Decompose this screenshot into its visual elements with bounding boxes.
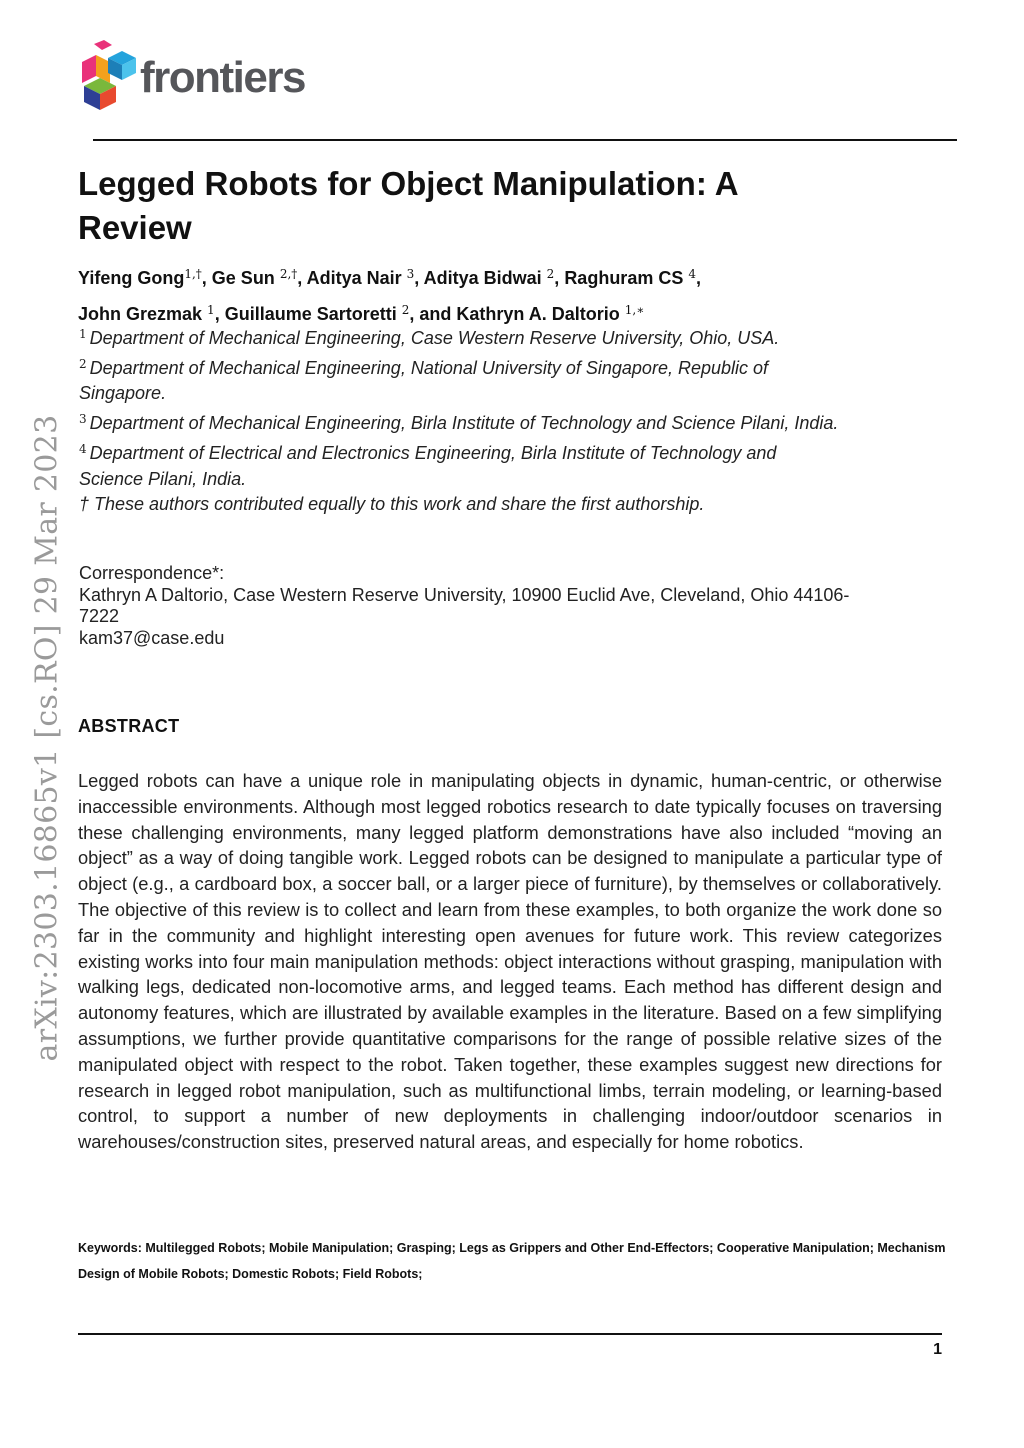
affiliation-item	[79, 437, 839, 492]
abstract-heading: ABSTRACT	[78, 716, 180, 736]
affiliation-text: Department of Mechanical Engineering, Birla Institute of Technology and Science Pilani, India.	[89, 413, 839, 434]
publisher-wordmark: frontiers	[140, 53, 305, 102]
author-sep: ,	[297, 268, 307, 288]
affiliation-number: 4	[79, 441, 87, 456]
page-number: 1	[933, 1341, 942, 1358]
author-sep: ,	[201, 268, 212, 288]
author-name: John Grezmak	[78, 304, 208, 324]
affiliation-text: Department of Mechanical Engineering, National University of Singapore, Republic of Singapore.	[79, 357, 769, 404]
author-sep: ,	[409, 304, 420, 324]
header-rule	[93, 139, 957, 141]
affiliation-number: 3	[79, 412, 87, 427]
affiliation-number: 1	[79, 327, 87, 341]
author-sep: ,	[554, 268, 565, 288]
affiliation-item	[79, 407, 839, 437]
correspondence-block	[79, 563, 879, 649]
correspondence-email: kam37@case.edu	[79, 627, 225, 648]
author-sep: ,	[414, 268, 424, 288]
author-affil-sup: 1	[207, 303, 215, 317]
affiliation-text: Department of Mechanical Engineering, Case Western Reserve University, Ohio, USA.	[89, 328, 780, 348]
arxiv-identifier: arXiv:2303.16865v1 [cs.RO] 29 Mar 2023	[29, 414, 65, 1062]
affiliation-text: Department of Electrical and Electronics Engineering, Birla Institute of Technology and Science Pilani, India.	[79, 442, 777, 489]
author-line-1	[78, 258, 958, 294]
author-affil-sup: 2,†	[279, 267, 298, 281]
author-name: Ge Sun	[211, 268, 280, 288]
author-name: Aditya Bidwai	[423, 268, 547, 288]
author-sep: ,	[214, 304, 225, 324]
author-name: Raghuram CS	[564, 268, 689, 288]
affiliation-item	[79, 322, 839, 352]
author-name: and Kathryn A. Daltorio	[419, 304, 625, 324]
affiliation-item	[79, 352, 839, 407]
author-name: Yifeng Gong	[78, 268, 185, 288]
correspondence-address: Kathryn A Daltorio, Case Western Reserve University, 10900 Euclid Ave, Cleveland, Ohio 44106-7222	[79, 584, 850, 626]
correspondence-label: Correspondence*:	[79, 563, 225, 583]
equal-contribution-note: † These authors contributed equally to this work and share the first authorship.	[79, 494, 705, 515]
author-affil-sup: 4	[688, 267, 696, 281]
footer-rule	[78, 1333, 942, 1335]
keywords: Keywords: Multilegged Robots; Mobile Manipulation; Grasping; Legs as Grippers and Other End-Effectors; Cooperative Manipulation; Mechanism Design of Mobile Robots; Domestic Robots; Field Robots;	[78, 1241, 946, 1281]
author-affil-sup: 3	[406, 267, 415, 281]
abstract-body: Legged robots can have a unique role in manipulating objects in dynamic, human-centric, or otherwise inaccessible environments. Although most legged robotics research to date typically focuses on traversing these challenging environments, many legged platform demonstrations have also included “moving an object” as a way of doing tangible work. Legged robots can be designed to manipulate a particular type of object (e.g., a cardboard box, a soccer ball, or a larger piece of furniture), by themselves or collaboratively. The objective of this review is to collect and learn from these examples, to both organize the work done so far in the community and highlight interesting open avenues for future work. This review categorizes existing works into four main manipulation methods: object interactions without grasping, manipulation with walking legs, dedicated non-locomotive arms, and legged teams. Each method has different design and autonomy features, which are illustrated by available examples in the literature. Based on a few simplifying assumptions, we further provide quantitative comparisons for the range of possible relative sizes of the manipulated object with respect to the robot. Taken together, these examples suggest new directions for research in legged robot manipulation, such as multifunctional limbs, terrain modeling, or learning-based control, to support a number of new deployments in challenging indoor/outdoor scenarios in warehouses/construction sites, preserved natural areas, and especially for home robotics.	[78, 770, 942, 1153]
author-affil-sup: 2	[401, 303, 410, 317]
author-list	[78, 258, 958, 330]
author-name: Guillaume Sartoretti	[224, 304, 402, 324]
author-name: Aditya Nair	[306, 268, 407, 288]
author-sep: ,	[695, 268, 701, 288]
frontiers-logo-icon	[78, 40, 138, 110]
author-affil-sup: 1,†	[184, 267, 202, 281]
affiliation-list	[79, 322, 839, 518]
affiliation-number: 2	[79, 356, 87, 371]
author-affil-sup: 2	[546, 267, 555, 281]
paper-title: Legged Robots for Object Manipulation: A Review	[78, 165, 738, 246]
author-affil-sup: 1,∗	[624, 303, 645, 317]
